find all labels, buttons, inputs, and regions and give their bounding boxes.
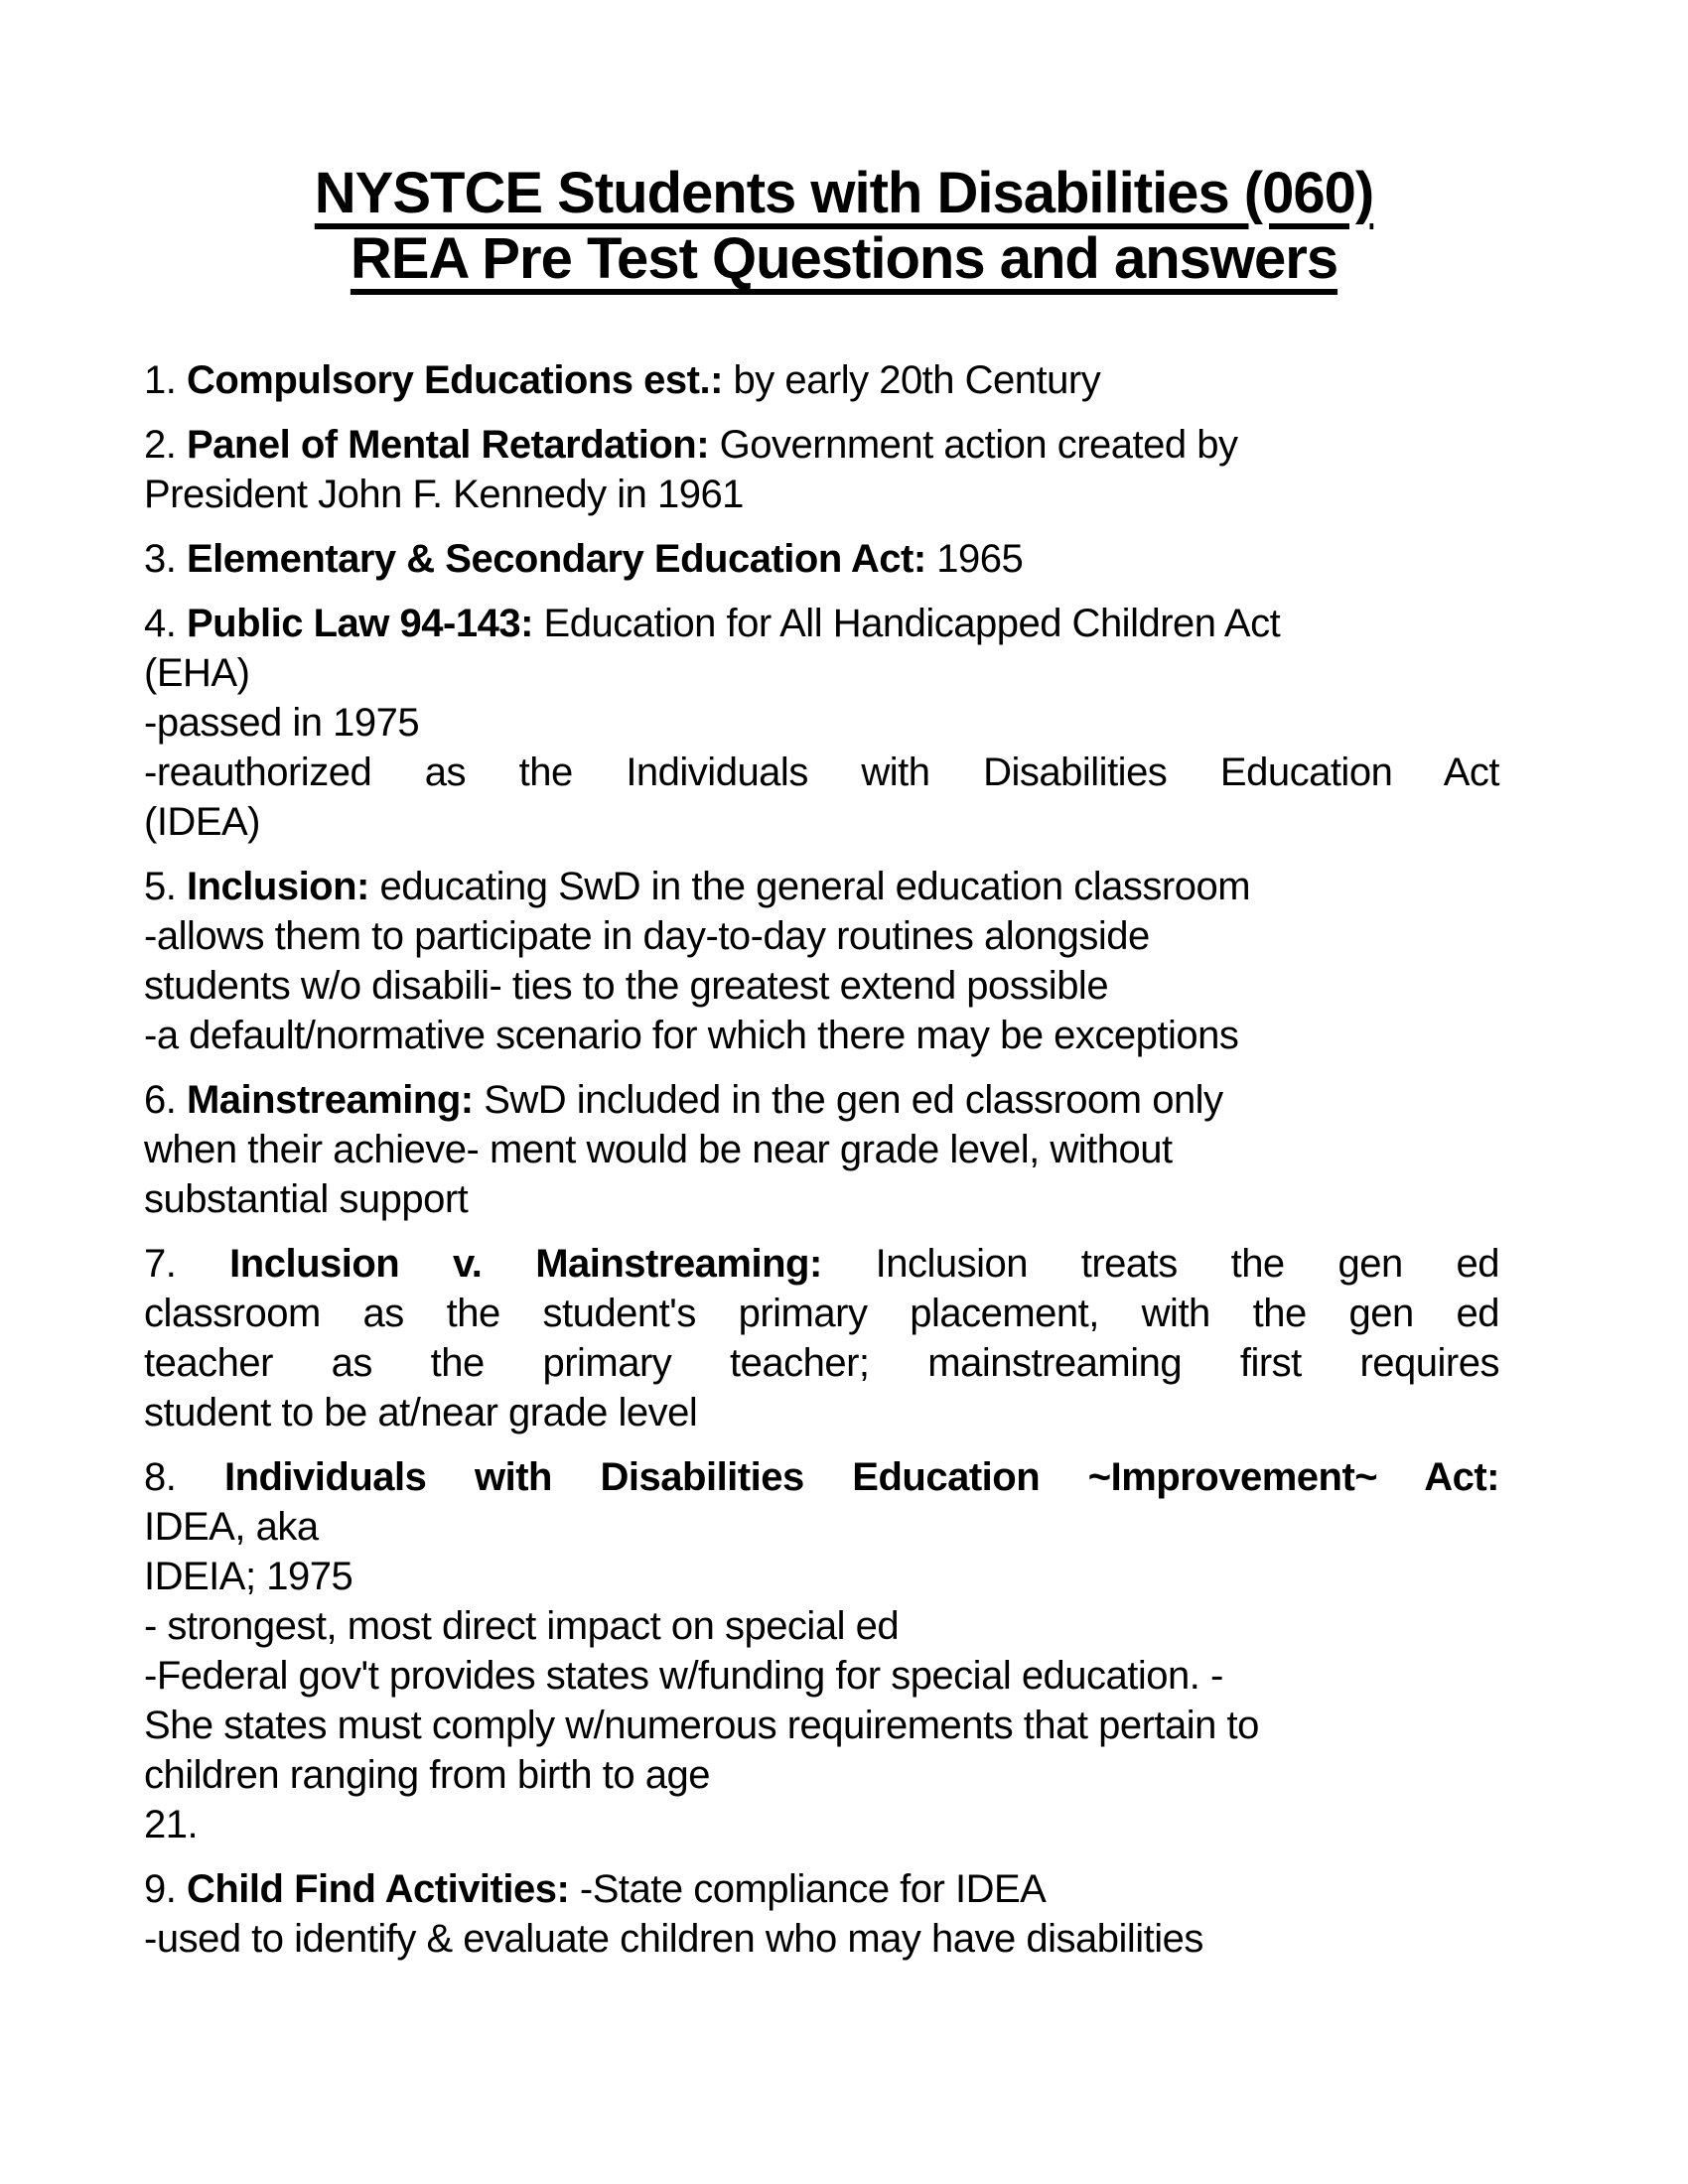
item-definition: -State compliance for IDEA — [569, 1867, 1047, 1911]
qa-item-first-line — [144, 1864, 1499, 1914]
item-term: Panel of Mental Retardation: — [186, 423, 710, 467]
qa-item-2 — [144, 420, 1499, 519]
item-number: 7. — [144, 1242, 230, 1286]
qa-item-first-line — [144, 1452, 1499, 1502]
item-definition-line: students w/o disabili- ties to the greatest extend possible — [144, 964, 1109, 1008]
qa-item-6 — [144, 1075, 1499, 1224]
item-number: 2. — [144, 423, 187, 467]
item-definition-line: when their achieve- ment would be near grade level, without — [144, 1128, 1173, 1171]
page-title — [0, 161, 1688, 292]
item-definition: Government action created by — [709, 423, 1238, 467]
qa-item-8 — [144, 1452, 1499, 1849]
qa-item-first-line — [144, 420, 1499, 470]
qa-item-first-line — [144, 1075, 1499, 1125]
item-definition-line: (EHA) — [144, 651, 250, 695]
item-definition-line: -allows them to participate in day-to-day routines alongside — [144, 914, 1150, 958]
qa-item-4 — [144, 599, 1499, 847]
item-definition-line: children ranging from birth to age — [144, 1753, 710, 1797]
item-definition-line: -reauthorized as the Individuals with Disabilities Education Act — [144, 751, 1499, 794]
qa-item-9 — [144, 1864, 1499, 1964]
item-term: Mainstreaming: — [186, 1078, 474, 1122]
qa-item-3 — [144, 534, 1499, 584]
item-definition-line: -a default/normative scenario for which there may be exceptions — [144, 1014, 1239, 1057]
item-definition-line: President John F. Kennedy in 1961 — [144, 473, 744, 516]
item-definition: SwD included in the gen ed classroom only — [473, 1078, 1223, 1122]
item-term: Inclusion v. Mainstreaming: — [229, 1242, 822, 1286]
item-definition-line: student to be at/near grade level — [144, 1391, 698, 1434]
qa-item-first-line — [144, 355, 1499, 405]
qa-item-1 — [144, 355, 1499, 405]
item-number: 4. — [144, 602, 187, 645]
item-number: 1. — [144, 358, 187, 402]
item-definition: 1965 — [925, 537, 1024, 581]
item-term: Individuals with Disabilities Education ~Improvement~ Act: — [223, 1455, 1499, 1499]
qa-list — [144, 355, 1499, 1964]
item-term: Elementary & Secondary Education Act: — [186, 537, 926, 581]
item-term: Public Law 94-143: — [186, 602, 533, 645]
item-definition-line: -used to identify & evaluate children who may have disabilities — [144, 1917, 1203, 1961]
item-definition: educating SwD in the general education classroom — [368, 865, 1251, 908]
item-number: 8. — [144, 1455, 224, 1499]
item-definition-line: -Federal gov't provides states w/funding for special education. - — [144, 1654, 1223, 1698]
item-definition-line: 21. — [144, 1803, 199, 1846]
item-definition: Inclusion treats the gen ed — [821, 1242, 1499, 1286]
item-definition-line: teacher as the primary teacher; mainstreaming first requires — [144, 1341, 1499, 1385]
qa-item-first-line — [144, 599, 1499, 648]
item-definition: by early 20th Century — [722, 358, 1101, 402]
qa-item-first-line — [144, 862, 1499, 911]
item-term: Inclusion: — [186, 865, 369, 908]
item-definition-line: IDEIA; 1975 — [144, 1555, 353, 1598]
item-number: 9. — [144, 1867, 187, 1911]
qa-item-5 — [144, 862, 1499, 1060]
item-term: Child Find Activities: — [186, 1867, 570, 1911]
qa-item-7 — [144, 1239, 1499, 1437]
page-title-line-2: REA Pre Test Questions and answers — [350, 226, 1338, 291]
item-definition-line: substantial support — [144, 1177, 469, 1221]
item-definition: Education for All Handicapped Children Act — [532, 602, 1281, 645]
item-definition-line: She states must comply w/numerous requirements that pertain to — [144, 1704, 1259, 1747]
item-number: 5. — [144, 865, 187, 908]
page-title-line-1: NYSTCE Students with Disabilities (060) — [314, 161, 1374, 225]
item-term: Compulsory Educations est.: — [186, 358, 723, 402]
item-definition-line: classroom as the student's primary placement, with the gen ed — [144, 1292, 1499, 1335]
item-definition-line: IDEA, aka — [144, 1505, 319, 1549]
item-definition-line: (IDEA) — [144, 800, 260, 844]
qa-item-first-line — [144, 1239, 1499, 1289]
item-number: 3. — [144, 537, 187, 581]
item-definition-line: - strongest, most direct impact on special ed — [144, 1604, 900, 1648]
qa-item-first-line — [144, 534, 1499, 584]
item-definition-line: -passed in 1975 — [144, 701, 420, 745]
item-number: 6. — [144, 1078, 187, 1122]
